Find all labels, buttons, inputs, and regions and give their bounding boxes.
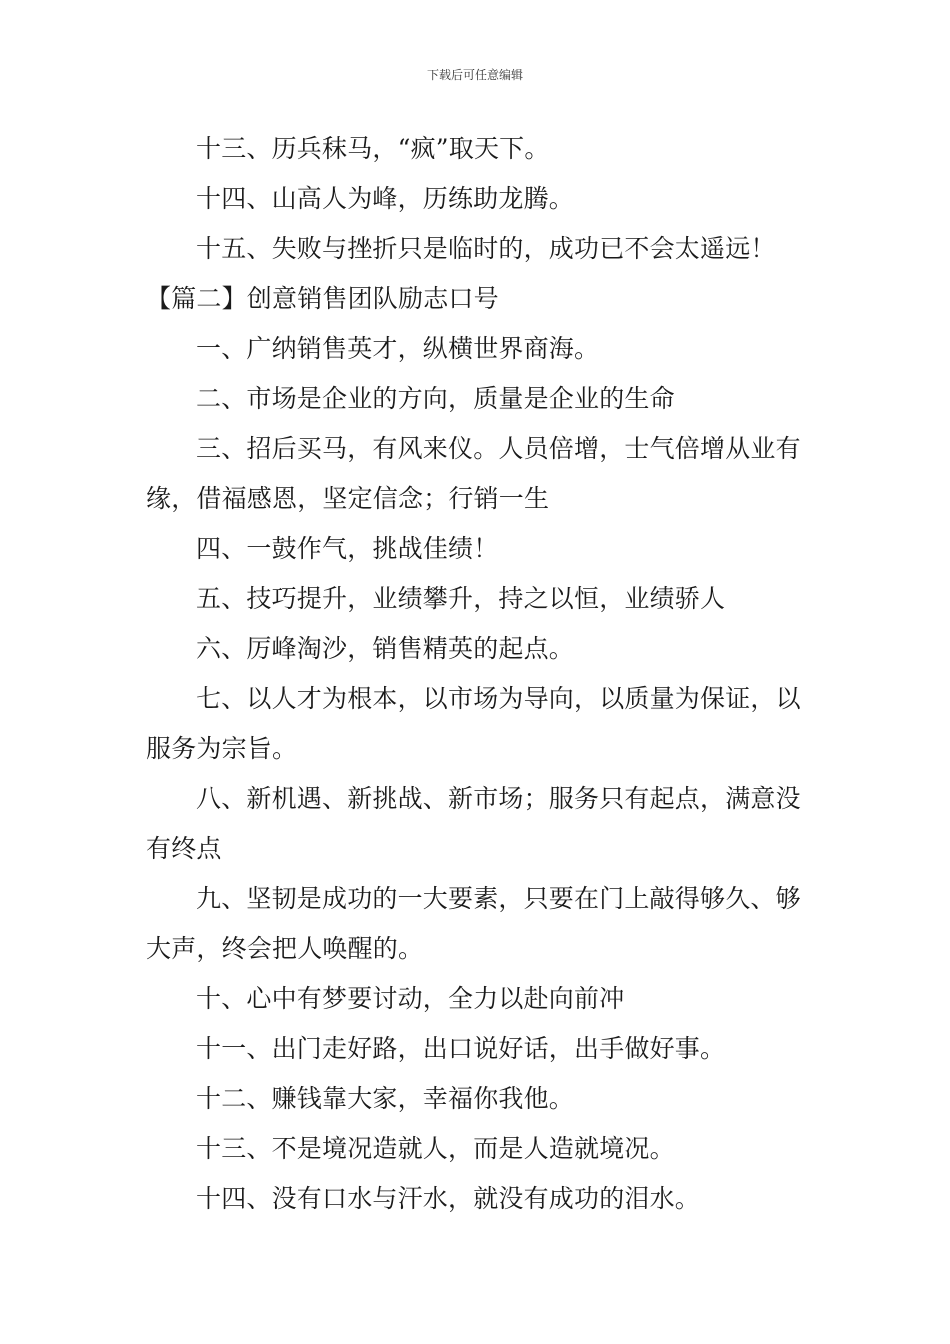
paragraph: 十二、赚钱靠大家，幸福你我他。 <box>196 1084 575 1113</box>
paragraph: 十一、出门走好路，出口说好话，出手做好事。 <box>196 1034 726 1063</box>
page-header-note: 下载后可任意编辑 <box>426 68 523 82</box>
paragraph: 一、广纳销售英才，纵横世界商海。 <box>196 334 600 363</box>
paragraph: 三、招后买马，有风来仪。人员倍增，士气倍增从业有缘，借福感恩，坚定信念；行销一生 <box>146 434 801 513</box>
paragraph: 七、以人才为根本，以市场为导向，以质量为保证，以服务为宗旨。 <box>146 684 801 763</box>
paragraph: 十五、失败与挫折只是临时的，成功已不会太遥远！ <box>196 234 776 263</box>
section-heading: 【篇二】创意销售团队励志口号 <box>146 284 499 313</box>
paragraph: 二、市场是企业的方向，质量是企业的生命 <box>196 384 675 413</box>
paragraph: 九、坚韧是成功的一大要素，只要在门上敲得够久、够大声，终会把人唤醒的。 <box>146 884 801 963</box>
paragraph: 五、技巧提升，业绩攀升，持之以恒，业绩骄人 <box>196 584 726 613</box>
paragraph: 十三、历兵秣马，“疯”取天下。 <box>196 134 550 163</box>
paragraph: 八、新机遇、新挑战、新市场；服务只有起点，满意没有终点 <box>146 784 801 863</box>
paragraph: 十四、山高人为峰，历练助龙腾。 <box>196 184 575 213</box>
document-body <box>146 124 808 1224</box>
paragraph: 六、厉峰淘沙，销售精英的起点。 <box>196 634 575 663</box>
paragraph: 十、心中有梦要讨动，全力以赴向前冲 <box>196 984 625 1013</box>
paragraph: 十四、没有口水与汗水，就没有成功的泪水。 <box>196 1184 701 1213</box>
paragraph: 十三、不是境况造就人，而是人造就境况。 <box>196 1134 675 1163</box>
paragraph: 四、一鼓作气，挑战佳绩！ <box>196 534 499 563</box>
